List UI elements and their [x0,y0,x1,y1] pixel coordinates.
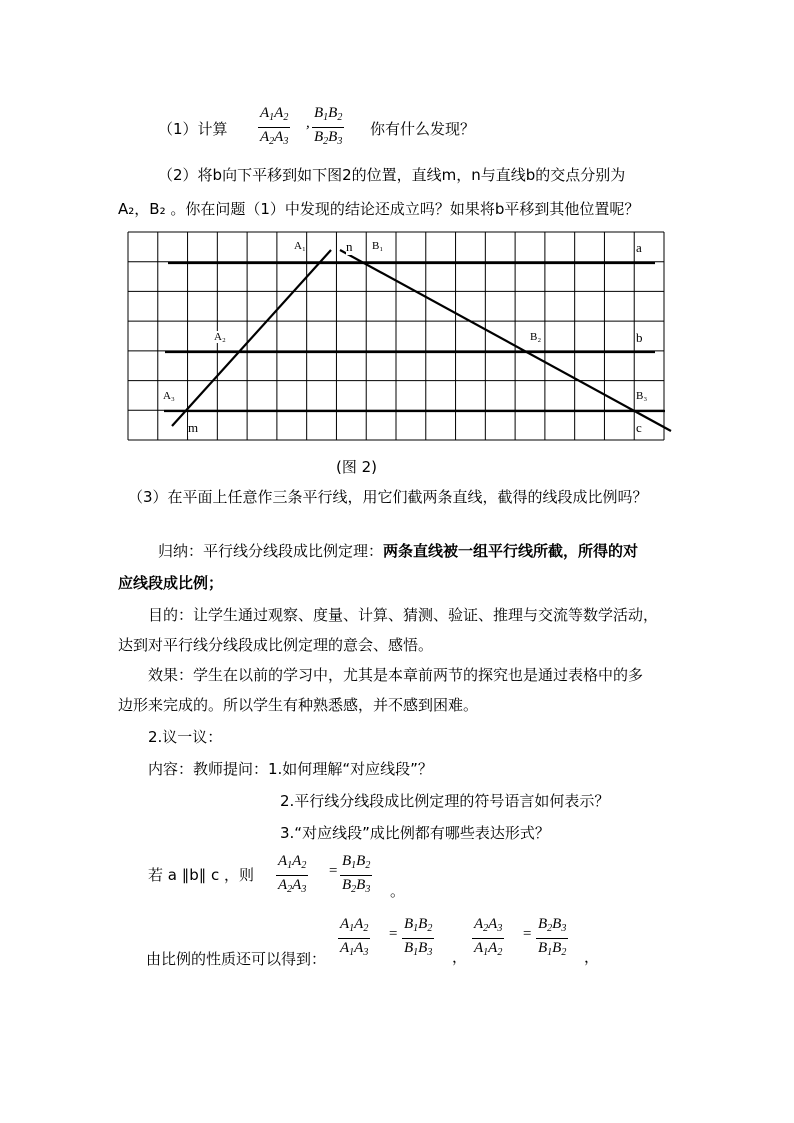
figure-2-grid-diagram [0,0,794,480]
fraction-denominator: $A_2A_3$ [278,877,307,895]
fraction-numerator: $B_1B_2$ [404,916,433,934]
fraction-numerator: $B_2B_3$ [538,916,567,934]
fraction-numerator: $A_1A_2$ [340,916,369,934]
discuss-question3: 3.“对应线段”成比例都有哪些表达形式？ [280,824,550,842]
summary-line1 [158,540,638,561]
label-b2: B₂ [530,331,542,343]
fraction-a1a2-over-a2a3-eq [276,852,308,899]
fraction-denominator: $B_2B_3$ [314,129,343,147]
summary-theorem-part1: 两条直线被一组平行线所截，所得的对 [383,542,639,560]
label-b: b [636,330,643,345]
goal-line2: 达到对平行线分线段成比例定理的意会、感悟。 [118,636,434,654]
fraction-a1a2-over-a1a3 [338,915,370,962]
q3: （3）在平面上任意作三条平行线，用它们截两条直线，截得的线段成比例吗？ [128,488,648,506]
discuss-question2: 2.平行线分线段成比例定理的符号语言如何表示？ [280,792,610,810]
period: 。 [390,882,406,900]
comma: , [306,115,310,131]
q1-suffix: 你有什么发现？ [370,120,476,138]
summary-theorem-part2: 应线段成比例； [118,574,224,592]
fraction-denominator: $A_1A_2$ [474,940,503,958]
if-parallel-text: 若 a ∥b∥ c ，则 [148,866,255,884]
fraction-numerator: $B_1B_2$ [342,853,371,871]
label-c: c [636,420,642,435]
label-b1: B₁ [372,240,384,252]
q1-prefix: （1）计算 [158,120,228,138]
label-a1: A₁ [294,240,306,252]
fraction-numerator: $A_1A_2$ [260,105,289,123]
derive-text: 由比例的性质还可以得到： [146,950,327,968]
fraction-denominator: $B_2B_3$ [342,877,371,895]
label-b3: B₃ [636,390,648,402]
fraction-a2a3-over-a1a2 [472,915,504,962]
effect-line2: 边形来完成的。所以学生有种熟悉感，并不感到困难。 [118,696,479,714]
goal-line1: 目的：让学生通过观察、度量、计算、猜测、验证、推理与交流等数学活动， [148,606,659,624]
fraction-denominator: $B_1B_2$ [538,940,567,958]
q2-line2: A₂，B₂ 。你在问题（1）中发现的结论还成立吗？如果将b平移到其他位置呢？ [118,200,640,218]
summary-prefix: 归纳：平行线分线段成比例定理： [158,542,384,560]
line-n [340,250,671,431]
equals-sign-2: = [388,926,399,942]
label-a3: A₃ [163,390,175,402]
discuss-question1: 内容：教师提问：1.如何理解“对应线段”？ [148,760,433,778]
label-n: n [346,239,353,254]
fraction-denominator: $A_2A_3$ [260,129,289,147]
equals-sign-3: = [522,926,533,942]
label-a2: A₂ [214,331,226,343]
fraction-numerator: $A_1A_2$ [278,853,307,871]
comma-2: ， [452,948,468,966]
discuss-title: 2.议一议： [148,728,223,746]
fraction-b2b3-over-b1b2 [536,915,568,962]
fraction-b1b2-over-b2b3-eq [340,852,372,899]
figure-caption: (图 2) [336,458,378,476]
effect-line1: 效果：学生在以前的学习中，尤其是本章前两节的探究也是通过表格中的多 [148,666,644,684]
comma-3: ， [584,948,600,966]
fraction-b1b2-over-b1b3 [402,915,434,962]
fraction-numerator: $A_2A_3$ [474,916,503,934]
label-a: a [636,240,642,255]
equals-sign: = [328,863,339,879]
q2-line1: （2）将b向下平移到如下图2的位置，直线m，n与直线b的交点分别为 [158,166,626,184]
fraction-denominator: $A_1A_3$ [340,940,369,958]
fraction-numerator: $B_1B_2$ [314,105,343,123]
label-m: m [188,420,199,435]
fraction-denominator: $B_1B_3$ [404,940,433,958]
